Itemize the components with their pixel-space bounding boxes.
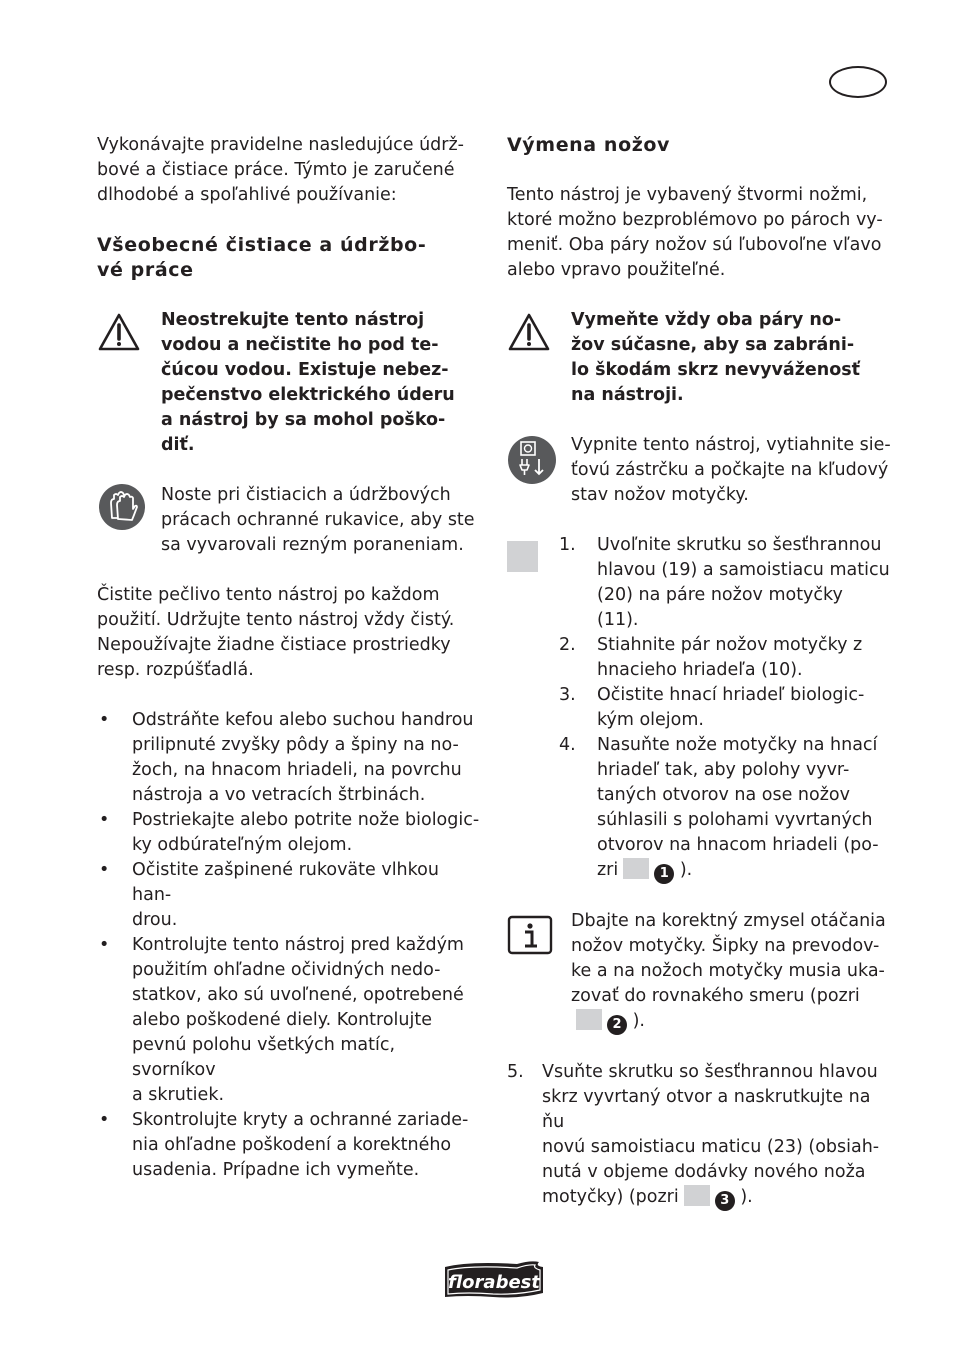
unplug-notice <box>507 433 892 508</box>
unplug-text: Vypnite tento nástroj, vytiahnite sie- ťovú zástrčku a počkajte na kľudový stav nožov motyčky. <box>571 435 891 505</box>
step-five: 5. Vsuňte skrutku so šesťhrannou hlavou skrz vyvrtaný otvor a naskrutkujte na ňu novú samoistiacu maticu (23) (obsiah- nutá v objeme dodávky nového noža motyčky) (pozri 3 ). <box>507 1060 892 1211</box>
list-item: • Odstráňte kefou alebo suchou handrou prilipnuté zvyšky pôdy a špiny na no- žoch, na hnacom hriadeli, na povrchu nástroja a vo vetracích štrbinách. <box>99 710 474 805</box>
svg-text:florabest: florabest <box>448 1272 540 1293</box>
figure-number-badge: 1 <box>654 864 674 884</box>
replacement-steps <box>507 533 892 884</box>
figure-number-badge: 3 <box>715 1191 735 1211</box>
list-item: • Postriekajte alebo potrite nože biologic- ky odbúrateľným olejom. <box>99 810 480 855</box>
list-item: • Očistite zašpinené rukoväte vlhkou han- drou. <box>99 860 439 930</box>
warning-triangle-icon <box>507 312 551 352</box>
cleaning-paragraph: Čistite pečlivo tento nástroj po každom použití. Udržujte tento nástroj vždy čistý. Nepoužívajte žiadne čistiace prostriedky resp. rozpúšťadlá. <box>97 585 455 680</box>
info-text: Dbajte na korektný zmysel otáčania nožov motyčky. Šipky na prevodov- ke a na nožoch motyčky musia uka- zovať do rovnakého smeru (pozri 2 ). <box>571 909 892 1035</box>
warning-triangle-icon <box>97 312 141 352</box>
list-item: 1. Uvoľnite skrutku so šesťhrannou hlavou (19) a samoistiacu maticu (20) na páre nožov motyčky (11). <box>559 535 890 630</box>
list-item: • Skontrolujte kryty a ochranné zariade- nia ohľadne poškodení a korektného usadenia. Prípadne ich vymeňte. <box>99 1110 469 1180</box>
gloves-notice <box>97 483 482 558</box>
blade-warning-text: Vymeňte vždy oba páry no- žov súčasne, aby sa zabráni- lo škodám skrz nevyváženosť na nástroji. <box>571 310 861 405</box>
section-heading-blades: Výmena nožov <box>507 134 671 156</box>
info-notice <box>507 909 892 1035</box>
list-item: 3. Očistite hnací hriadeľ biologic- kým olejom. <box>559 685 865 730</box>
language-badge <box>829 66 887 98</box>
warning-notice <box>97 308 482 458</box>
blades-intro-paragraph: Tento nástroj je vybavený štvormi nožmi, ktoré možno bezproblémovo po pároch vy- meniť. Oba páry nožov sú ľubovoľne vľavo alebo vpravo použiteľné. <box>507 185 883 280</box>
gloves-icon <box>98 483 146 531</box>
figure-ref-box <box>623 858 649 879</box>
figure-ref-box <box>684 1185 710 1206</box>
gloves-text: Noste pri čistiacich a údržbových prácach ochranné rukavice, aby ste sa vyvarovali rezným poraneniam. <box>161 485 475 555</box>
brand-logo <box>439 1259 549 1309</box>
tool-step-marker <box>507 541 538 572</box>
intro-paragraph: Vykonávajte pravidelne nasledujúce údrž- bové a čistiace práce. Týmto je zaručené dlhodobé a spoľahlivé používanie: <box>97 135 464 205</box>
unplug-icon <box>507 435 557 485</box>
list-item: • Kontrolujte tento nástroj pred každým použitím ohľadne očividných nedo- statkov, ako sú uvoľnené, opotrebené alebo poškodené diely. Kontrolujte pevnú polohu všetkých matíc, svorníkov a skrutiek. <box>99 935 464 1105</box>
list-item: 2. Stiahnite pár nožov motyčky z hnacieho hriadeľa (10). <box>559 635 863 680</box>
list-item: 4. Nasuňte nože motyčky na hnací hriadeľ tak, aby polohy vyvr- taných otvorov na ose nožov súhlasili s polohami vyvrtaných otvorov na hnacom hriadeli (po- zri 1 ). <box>507 733 892 884</box>
cleaning-bullet-list <box>97 708 482 1183</box>
section-heading-general: Všeobecné čistiace a údržbo- vé práce <box>97 234 427 281</box>
figure-number-badge: 2 <box>607 1015 627 1035</box>
right-column <box>507 133 892 1211</box>
figure-ref-box <box>576 1009 602 1030</box>
info-icon <box>507 915 555 957</box>
left-column <box>97 133 482 1183</box>
blade-warning-notice <box>507 308 892 408</box>
warning-text: Neostrekujte tento nástroj vodou a nečistite ho pod te- čúcou vodou. Existuje nebez- pečenstvo elektrického úderu a nástroj by sa mohol poško- diť. <box>161 310 455 455</box>
